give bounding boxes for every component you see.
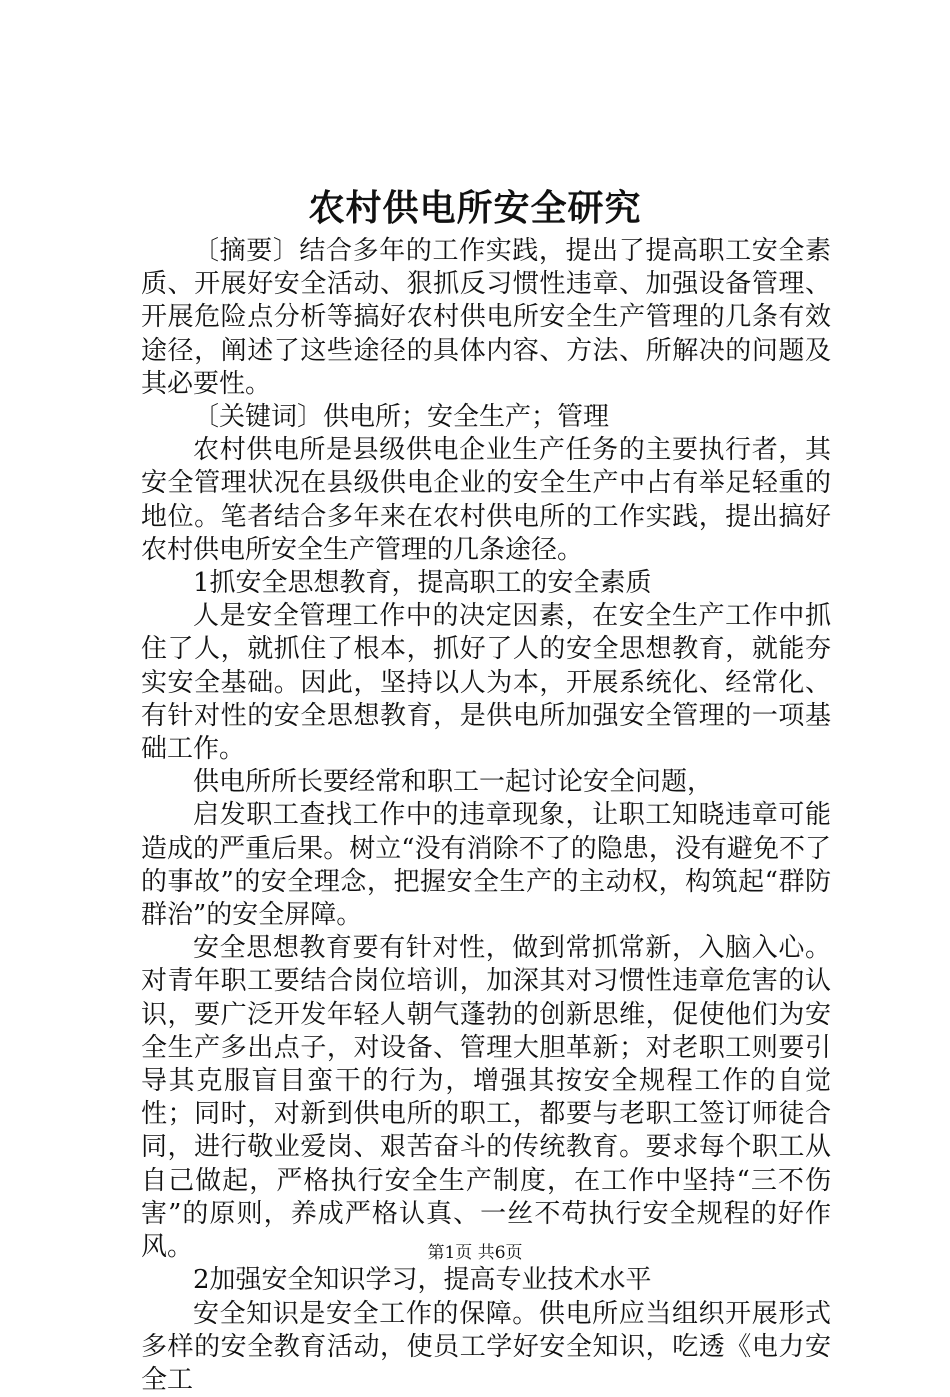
document-body	[141, 235, 831, 1397]
body-paragraph: 人是安全管理工作中的决定因素，在安全生产工作中抓住了人，就抓住了根本，抓好了人的安全思想教育，就能夯实安全基础。因此，坚持以人为本，开展系统化、经常化、有针对性的安全思想教育，是供电所加强安全管理的一项基础工作。	[141, 600, 831, 766]
body-paragraph: 安全知识是安全工作的保障。供电所应当组织开展形式多样的安全教育活动，使员工学好安全知识，吃透《电力安全工	[141, 1298, 831, 1397]
page-number-footer: 第1页 共6页	[0, 1242, 950, 1264]
abstract-paragraph: 〔摘要〕结合多年的工作实践，提出了提高职工安全素质、开展好安全活动、狠抓反习惯性违章、加强设备管理、开展危险点分析等搞好农村供电所安全生产管理的几条有效途径，阐述了这些途径的具体内容、方法、所解决的问题及其必要性。	[141, 235, 831, 401]
body-paragraph: 启发职工查找工作中的违章现象，让职工知晓违章可能造成的严重后果。树立“没有消除不了的隐患，没有避免不了的事故”的安全理念，把握安全生产的主动权，构筑起“群防群治”的安全屏障。	[141, 799, 831, 932]
keywords-paragraph: 〔关键词〕供电所；安全生产；管理	[141, 401, 831, 434]
body-paragraph: 农村供电所是县级供电企业生产任务的主要执行者，其安全管理状况在县级供电企业的安全生产中占有举足轻重的地位。笔者结合多年来在农村供电所的工作实践，提出搞好农村供电所安全生产管理的几条途径。	[141, 434, 831, 567]
document-title: 农村供电所安全研究	[0, 186, 950, 230]
body-paragraph: 供电所所长要经常和职工一起讨论安全问题，	[141, 766, 831, 799]
section-heading: 2加强安全知识学习，提高专业技术水平	[141, 1264, 831, 1297]
section-heading: 1抓安全思想教育，提高职工的安全素质	[141, 567, 831, 600]
body-paragraph: 安全思想教育要有针对性，做到常抓常新，入脑入心。对青年职工要结合岗位培训，加深其对习惯性违章危害的认识，要广泛开发年轻人朝气蓬勃的创新思维，促使他们为安全生产多出点子，对设备、管理大胆革新；对老职工则要引导其克服盲目蛮干的行为，增强其按安全规程工作的自觉性；同时，对新到供电所的职工，都要与老职工签订师徒合同，进行敬业爱岗、艰苦奋斗的传统教育。要求每个职工从自己做起，严格执行安全生产制度，在工作中坚持“三不伤害”的原则，养成严格认真、一丝不苟执行安全规程的好作风。	[141, 932, 831, 1264]
